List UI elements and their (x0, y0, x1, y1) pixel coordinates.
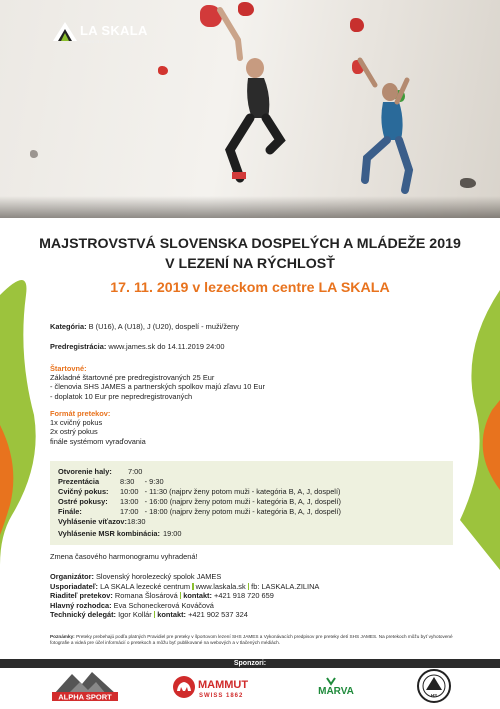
chief-judge-line (50, 601, 319, 611)
delegate-contact-label: kontakt: (157, 610, 186, 619)
preregistration-label: Predregistrácia: (50, 342, 107, 351)
schedule-row (58, 517, 146, 526)
schedule-value: 7:00 (128, 467, 143, 476)
organizers-block (50, 572, 319, 620)
separator (248, 583, 250, 590)
director-contact-label: kontakt: (183, 591, 212, 600)
climbing-hold (30, 150, 38, 158)
schedule-row (58, 477, 164, 486)
logo-subtext: CLIMBING CENTRE | NR (80, 39, 136, 44)
entry-fee-section (50, 364, 265, 401)
schedule-box (50, 461, 453, 545)
separator (180, 592, 182, 599)
schedule-row (58, 487, 340, 496)
schedule-row (58, 497, 341, 506)
format-line: finále systémom vyraďovania (50, 436, 146, 446)
delegate-line (50, 610, 319, 620)
entry-fee-line: - členovia SHS JAMES a partnerských spolkov majú zľavu 10 Eur (50, 382, 265, 392)
organizer-label: Organizátor: (50, 572, 94, 581)
category-label: Kategória: (50, 322, 87, 331)
chief-judge-label: Hlavný rozhodca: (50, 600, 112, 610)
preregistration-value: www.james.sk do 14.11.2019 24:00 (108, 342, 225, 351)
event-date: 17. 11. 2019 v lezeckom centre LA SKALA (110, 280, 390, 296)
alpha-sport-text: ALPHA SPORT (58, 692, 112, 702)
logo-text: LA SKALA (80, 23, 148, 38)
schedule-value: 8:30 - 9:30 (120, 477, 164, 486)
la-skala-logo (50, 17, 148, 51)
schedule-label: Vyhlásenie MSR kombinácia: (58, 529, 160, 538)
chief-judge-value: Eva Schoneckerová Kováčová (113, 600, 214, 610)
schedule-label: Finále: (58, 507, 82, 516)
category-value: B (U16), A (U18), J (U20), dospelí - muži/ženy (88, 322, 239, 331)
club-badge-text: HS (430, 693, 438, 698)
entry-fee-label: Štartovné: (50, 364, 87, 373)
marva-logo (313, 676, 359, 698)
schedule-row (58, 467, 142, 476)
format-section (50, 409, 146, 446)
delegate-name: Igor Kollár (118, 610, 152, 619)
title-line-1: MAJSTROVSTVÁ SLOVENSKA DOSPELÝCH A MLÁDEŽE 2019 (39, 236, 461, 252)
entry-fee-line: - doplatok 10 Eur pre nepredregistrovaných (50, 391, 193, 401)
host-label: Usporiadateľ: (50, 581, 99, 591)
green-swoosh-left (0, 265, 48, 595)
schedule-row (58, 529, 182, 538)
preregistration-line (50, 342, 224, 351)
host-facebook[interactable]: fb: LASKALA.ZILINA (251, 581, 320, 591)
mountain-logo-icon (52, 21, 78, 43)
climber-figure (200, 0, 290, 200)
schedule-change-note: Zmena časového harmonogramu vyhradená! (50, 552, 198, 561)
climbing-hold (350, 18, 364, 32)
schedule-label: Ostré pokusy: (58, 497, 108, 506)
notes (50, 634, 465, 646)
schedule-value: 17:00 - 18:00 (najprv ženy potom muži - kategória B, A, J, dospelí) (120, 507, 342, 516)
organizer-line (50, 572, 319, 582)
organizer-value: Slovenský horolezecký spolok JAMES (96, 572, 222, 581)
format-label: Formát pretekov: (50, 409, 111, 418)
category-line (50, 322, 239, 331)
floor-shadow (0, 196, 500, 218)
sponsor-label: Sponzori: (233, 660, 267, 667)
schedule-value: 19:00 (163, 529, 182, 538)
title-line-2: V LEZENÍ NA RÝCHLOSŤ (165, 256, 335, 272)
schedule-label: Prezentácia (58, 477, 100, 486)
host-line (50, 582, 319, 592)
schedule-label: Vyhlásenie víťazov: (58, 517, 127, 526)
director-contact-value: +421 918 720 659 (214, 591, 274, 600)
director-line (50, 591, 319, 601)
notes-text: Preteky prebehajú podľa platných Pravidiel pre preteky v športovom lezení SHS JAMES a Vykonávacích predpisov pre preteky detí SHS JAMES. Na pretekoch môžu byť vyhotovené fotografie a videá pre účel informácií o pretekoch a môžu byť publikované na webových a v tlačených médiách. (50, 634, 453, 645)
schedule-label: Cvičný pokus: (58, 487, 109, 496)
entry-fee-line: Základné štartovné pre predregistrovaných 25 Eur (50, 373, 215, 383)
schedule-value: 13:00 - 16:00 (najprv ženy potom muži - kategória B, A, J, dospelí) (120, 497, 342, 506)
schedule-value: 18:30 (127, 517, 146, 526)
separator (192, 583, 194, 590)
alpha-sport-logo (50, 668, 120, 702)
host-website[interactable]: www.laskala.sk (195, 581, 246, 591)
club-badge-logo (416, 668, 452, 704)
schedule-label: Otvorenie haly: (58, 467, 112, 476)
delegate-contact-value: +421 902 537 324 (188, 610, 248, 619)
format-line: 1x cvičný pokus (50, 418, 103, 428)
mammut-text: MAMMUT (198, 679, 249, 691)
format-line: 2x ostrý pokus (50, 427, 98, 437)
climbing-hold (460, 178, 476, 188)
separator (154, 611, 156, 618)
schedule-value: 10:00 - 11:30 (najprv ženy potom muži - kategória B, A, J, dospelí) (120, 487, 341, 496)
delegate-label: Technický delegát: (50, 610, 116, 619)
climber-figure (345, 40, 425, 210)
marva-text: MARVA (318, 686, 354, 697)
notes-label: Poznámky: (50, 634, 75, 639)
host-name: LA SKALA lezecké centrum (100, 581, 191, 591)
mammut-sub-text: SWISS 1862 (199, 693, 244, 699)
schedule-row (58, 507, 341, 516)
director-label: Riaditeľ pretekov: (50, 591, 113, 600)
director-name: Romana Šlosárová (114, 591, 178, 600)
climbing-hold (158, 66, 168, 75)
mammut-logo (172, 674, 268, 702)
